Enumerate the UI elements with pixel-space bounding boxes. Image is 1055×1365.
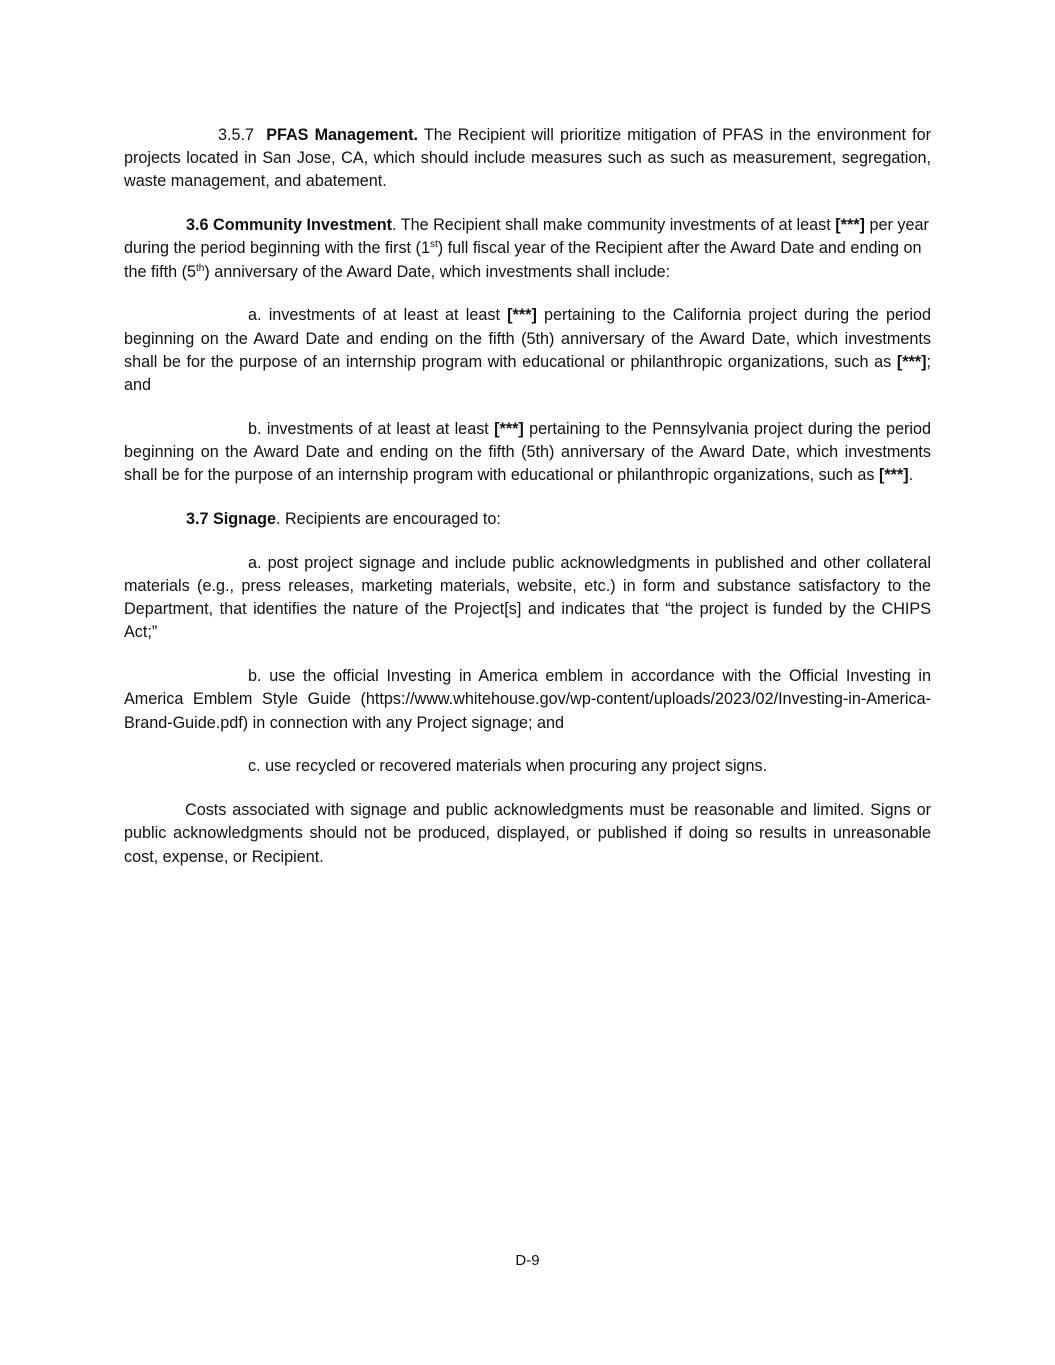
- section-heading: 3.6 Community Investment: [186, 216, 392, 235]
- redaction: [***]: [835, 216, 865, 235]
- item-text: pertaining to the Pennsylvania project during the period beginning on the Award Date and ending on the fifth (5th) anniversary of the Award Date, which investments shall be for the purpose of an internship program with educational or philanthropic organizations, such as: [124, 419, 931, 485]
- section-3-6-item-a: [124, 304, 931, 397]
- signage-costs-paragraph: Costs associated with signage and public acknowledgments must be reasonable and limited. Signs or public acknowledgments should not be produced, displayed, or published if doing so results in unreasonable cost, expense, or Recipient.: [124, 801, 931, 866]
- section-3-5-7: [124, 124, 931, 194]
- document-page: [124, 124, 931, 889]
- section-3-7-item-b: b. use the official Investing in America emblem in accordance with the Official Investing in America Emblem Style Guide (https://www.whitehouse.gov/wp-content/uploads/2023/02/Investing-in-America-Brand-Guide.pdf) in connection with any Project signage; and: [124, 667, 931, 732]
- section-3-7-item-c: c. use recycled or recovered materials when procuring any project signs.: [248, 757, 768, 776]
- section-3-7-item-a: a. post project signage and include public acknowledgments in published and other collateral materials (e.g., press releases, marketing materials, website, etc.) in form and substance satisfactory to the Department, that identifies the nature of the Project[s] and indicates that “the project is funded by the CHIPS Act;”: [124, 553, 931, 642]
- section-3-6: [124, 214, 931, 284]
- item-text: .: [908, 466, 914, 485]
- section-heading: 3.7 Signage: [186, 510, 276, 529]
- item-text: a. investments of at least at least: [248, 306, 508, 325]
- redaction: [***]: [507, 306, 537, 325]
- item-text: pertaining to the California project during the period beginning on the Award Date and ending on the fifth (5th) anniversary of the Award Date, which investments shall be for the purpose of an internship program with educational or philanthropic organizations, such as: [124, 306, 931, 371]
- item-text: b. investments of at least at least: [248, 419, 495, 438]
- page-number: D-9: [515, 1252, 540, 1269]
- redaction: [***]: [494, 419, 524, 438]
- section-text: per year during the period beginning with the first (1: [124, 216, 929, 258]
- section-body: The Recipient will prioritize mitigation of PFAS in the environment for projects located in San Jose, CA, which should include measures such as such as measurement, segregation, waste management, and abatement.: [124, 126, 931, 191]
- section-text: ) full fiscal year of the Recipient after the Award Date and ending on the fifth (5: [124, 239, 922, 281]
- redaction: [***]: [878, 466, 909, 485]
- section-text: . Recipients are encouraged to:: [275, 510, 501, 529]
- superscript: th: [195, 262, 205, 274]
- section-3-7: [124, 508, 931, 531]
- superscript: st: [429, 239, 438, 251]
- item-text: ; and: [124, 352, 931, 395]
- section-title: PFAS Management.: [266, 126, 419, 144]
- section-text: . The Recipient shall make community investments of at least: [392, 216, 836, 235]
- section-text: ) anniversary of the Award Date, which investments shall include:: [204, 262, 671, 281]
- section-number: 3.5.7: [218, 126, 255, 144]
- redaction: [***]: [896, 352, 927, 371]
- section-3-6-item-b: [124, 418, 931, 488]
